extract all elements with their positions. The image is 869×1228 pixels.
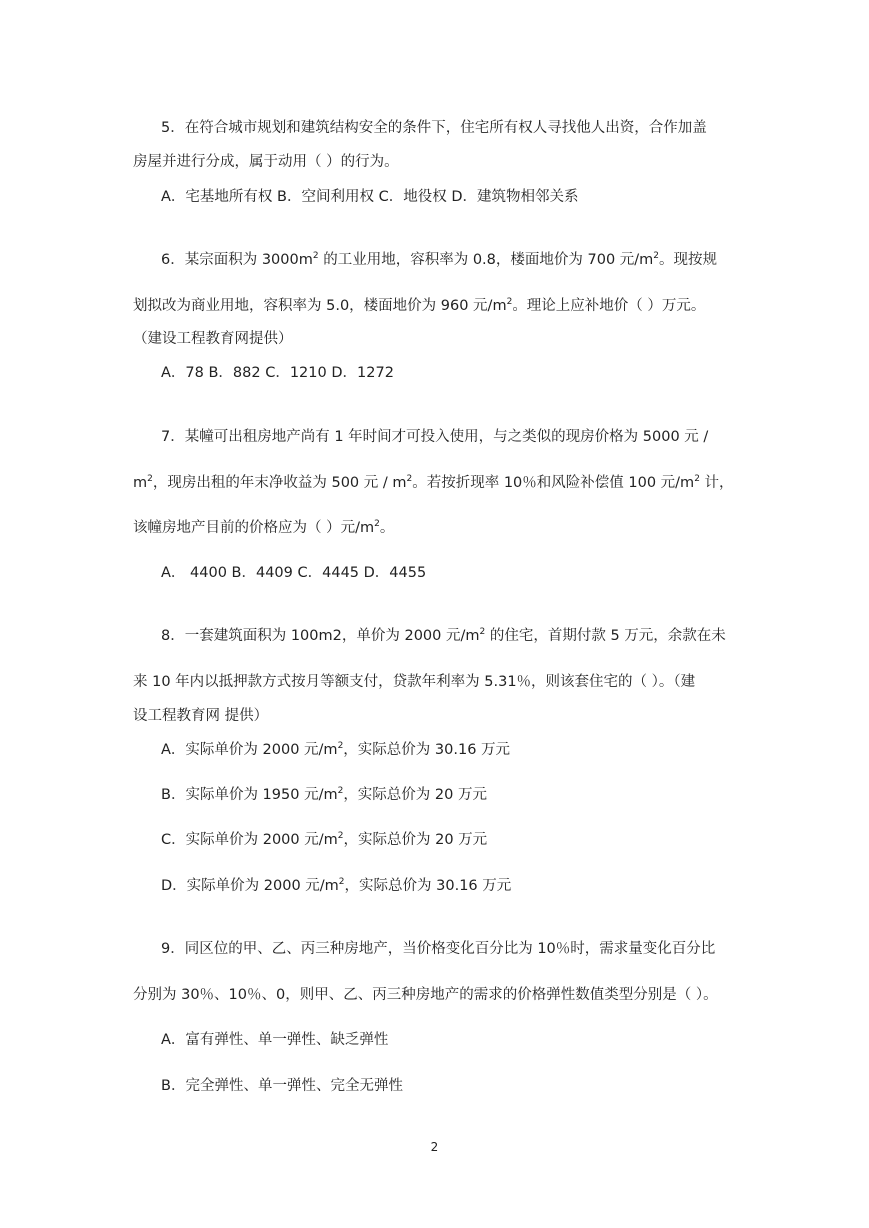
q8-text-line1: 8．一套建筑面积为 100m2，单价为 2000 元$/m^2$ 的住宅，首期付款 5 万元，余款在未 bbox=[161, 627, 726, 644]
q5-options: A．宅基地所有权 B．空间利用权 C．地役权 D．建筑物相邻关系 bbox=[161, 189, 579, 205]
q6-text-line3: （建设工程教育网提供） bbox=[133, 331, 293, 347]
q9-option-b: B．完全弹性、单一弹性、完全无弹性 bbox=[161, 1078, 403, 1094]
q8-option-d: D．实际单价为 2000 元$/m^2$，实际总价为 30.16 万元 bbox=[161, 877, 512, 894]
q7-text-line2: $m^2$，现房出租的年末净收益为 500 元 / $m^2$。若按折现率 10％和风险补偿值 100 元$/m^2$ 计， bbox=[133, 474, 734, 491]
q7-options: A． 4400 B．4409 C．4445 D．4455 bbox=[161, 565, 427, 581]
q7-text-line1: 7．某幢可出租房地产尚有 1 年时间才可投入使用，与之类似的现房价格为 5000 元 / bbox=[161, 429, 709, 445]
q8-text-line3: 设工程教育网 提供） bbox=[133, 708, 269, 724]
q9-text-line2: 分别为 30％、10％、0，则甲、乙、丙三种房地产的需求的价格弹性数值类型分别是（ ）。 bbox=[133, 987, 718, 1003]
q6-text-line1: 6．某宗面积为 $3000m^2$ 的工业用地，容积率为 0.8，楼面地价为 700 元$/m^2$。现按规 bbox=[161, 251, 718, 268]
q6-options: A．78 B．882 C．1210 D．1272 bbox=[161, 365, 394, 381]
q5-text-line1: 5．在符合城市规划和建筑结构安全的条件下，住宅所有权人寻找他人出资，合作加盖 bbox=[161, 120, 707, 136]
page-number: 2 bbox=[430, 1140, 439, 1154]
q9-text-line1: 9．同区位的甲、乙、丙三种房地产，当价格变化百分比为 10％时，需求量变化百分比 bbox=[161, 941, 716, 957]
q7-text-line3: 该幢房地产目前的价格应为（ ）元$/m^2$。 bbox=[133, 519, 395, 536]
q8-option-b: B．实际单价为 1950 元$/m^2$，实际总价为 20 万元 bbox=[161, 786, 487, 803]
q9-option-a: A．富有弹性、单一弹性、缺乏弹性 bbox=[161, 1032, 389, 1048]
q6-text-line2: 划拟改为商业用地，容积率为 5.0，楼面地价为 960 元$/m^2$。理论上应补地价（ ）万元。 bbox=[133, 297, 706, 314]
q8-option-a: A．实际单价为 2000 元$/m^2$，实际总价为 30.16 万元 bbox=[161, 741, 511, 758]
q8-option-c: C．实际单价为 2000 元$/m^2$，实际总价为 20 万元 bbox=[161, 831, 488, 848]
q8-text-line2: 来 10 年内以抵押款方式按月等额支付，贷款年利率为 5.31％，则该套住宅的（ ）。（建 bbox=[133, 674, 696, 690]
q5-text-line2: 房屋并进行分成，属于动用（ ）的行为。 bbox=[133, 154, 399, 170]
